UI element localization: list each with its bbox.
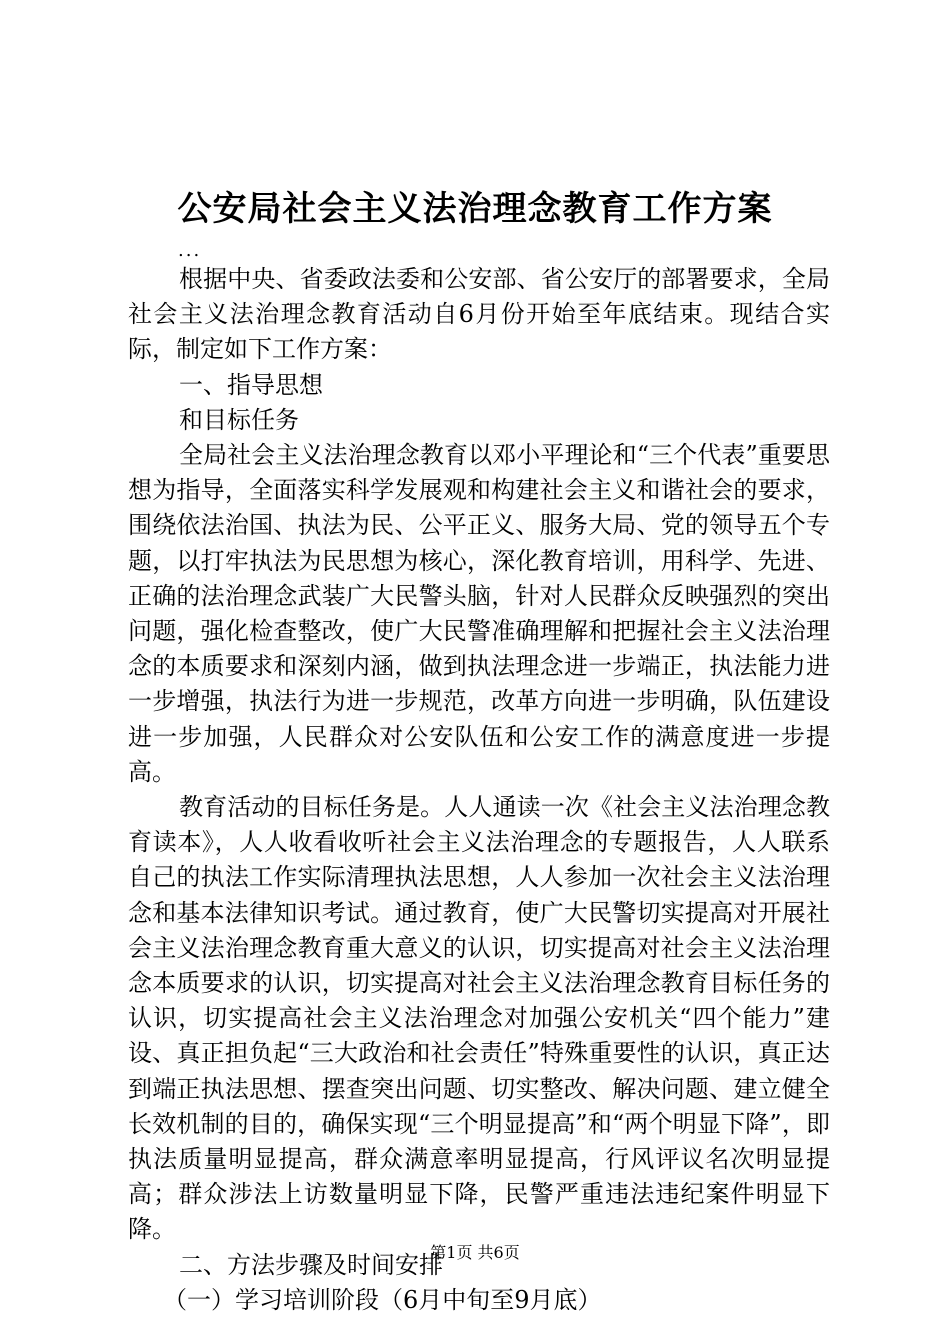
objectives-paragraph: 教育活动的目标任务是。人人通读一次《社会主义法治理念教育读本》，人人收看收听社会主义法治理念的专题报告，人人联系自己的执法工作实际清理执法思想，人人参加一次社会主义法治理念和基本法律知识考试。通过教育，使广大民警切实提高对开展社会主义法治理念教育重大意义的认识，切实提高对社会主义法治理念本质要求的认识，切实提高对社会主义法治理念教育目标任务的认识，切实提高社会主义法治理念对加强公安机关“四个能力”建设、真正担负起“三大政治和社会责任”特殊重要性的认识，真正达到端正执法思想、摆查突出问题、切实整改、解决问题、建立健全长效机制的目的，确保实现“三个明显提高”和“两个明显下降”，即执法质量明显提高，群众满意率明显提高，行风评议名次明显提高；群众涉法上访数量明显下降，民警严重违法违纪案件明显下降。 [128,793,830,1244]
section-heading-2: 二、方法步骤及时间安排 [179,1250,443,1279]
document-body [128,262,830,1318]
guiding-thought-paragraph: 全局社会主义法治理念教育以邓小平理论和“三个代表”重要思想为指导，全面落实科学发展观和构建社会主义和谐社会的要求，围绕依法治国、执法为民、公平正义、服务大局、党的领导五个专题，以打牢执法为民思想为核心，深化教育培训，用科学、先进、正确的法治理念武装广大民警头脑，针对人民群众反映强烈的突出问题，强化检查整改，使广大民警准确理解和把握社会主义法治理念的本质要求和深刻内涵，做到执法理念进一步端正，执法能力进一步增强，执法行为进一步规范，改革方向进一步明确，队伍建设进一步加强，人民群众对公安队伍和公安工作的满意度进一步提高。 [128,441,830,786]
section-heading-1-continued: 和目标任务 [179,405,299,434]
intro-paragraph: 根据中央、省委政法委和公安部、省公安厅的部署要求，全局社会主义法治理念教育活动自6月份开始至年底结束。现结合实际，制定如下工作方案： [128,265,830,364]
page-number-footer: 第1页 共6页 [430,1243,520,1262]
ellipsis-mark: ... [178,240,202,261]
document-title: 公安局社会主义法治理念教育工作方案 [177,189,773,229]
section-heading-1: 一、指导思想 [179,370,323,399]
subsection-heading-1: （一）学习培训阶段（6月中旬至9月底） [163,1285,602,1314]
